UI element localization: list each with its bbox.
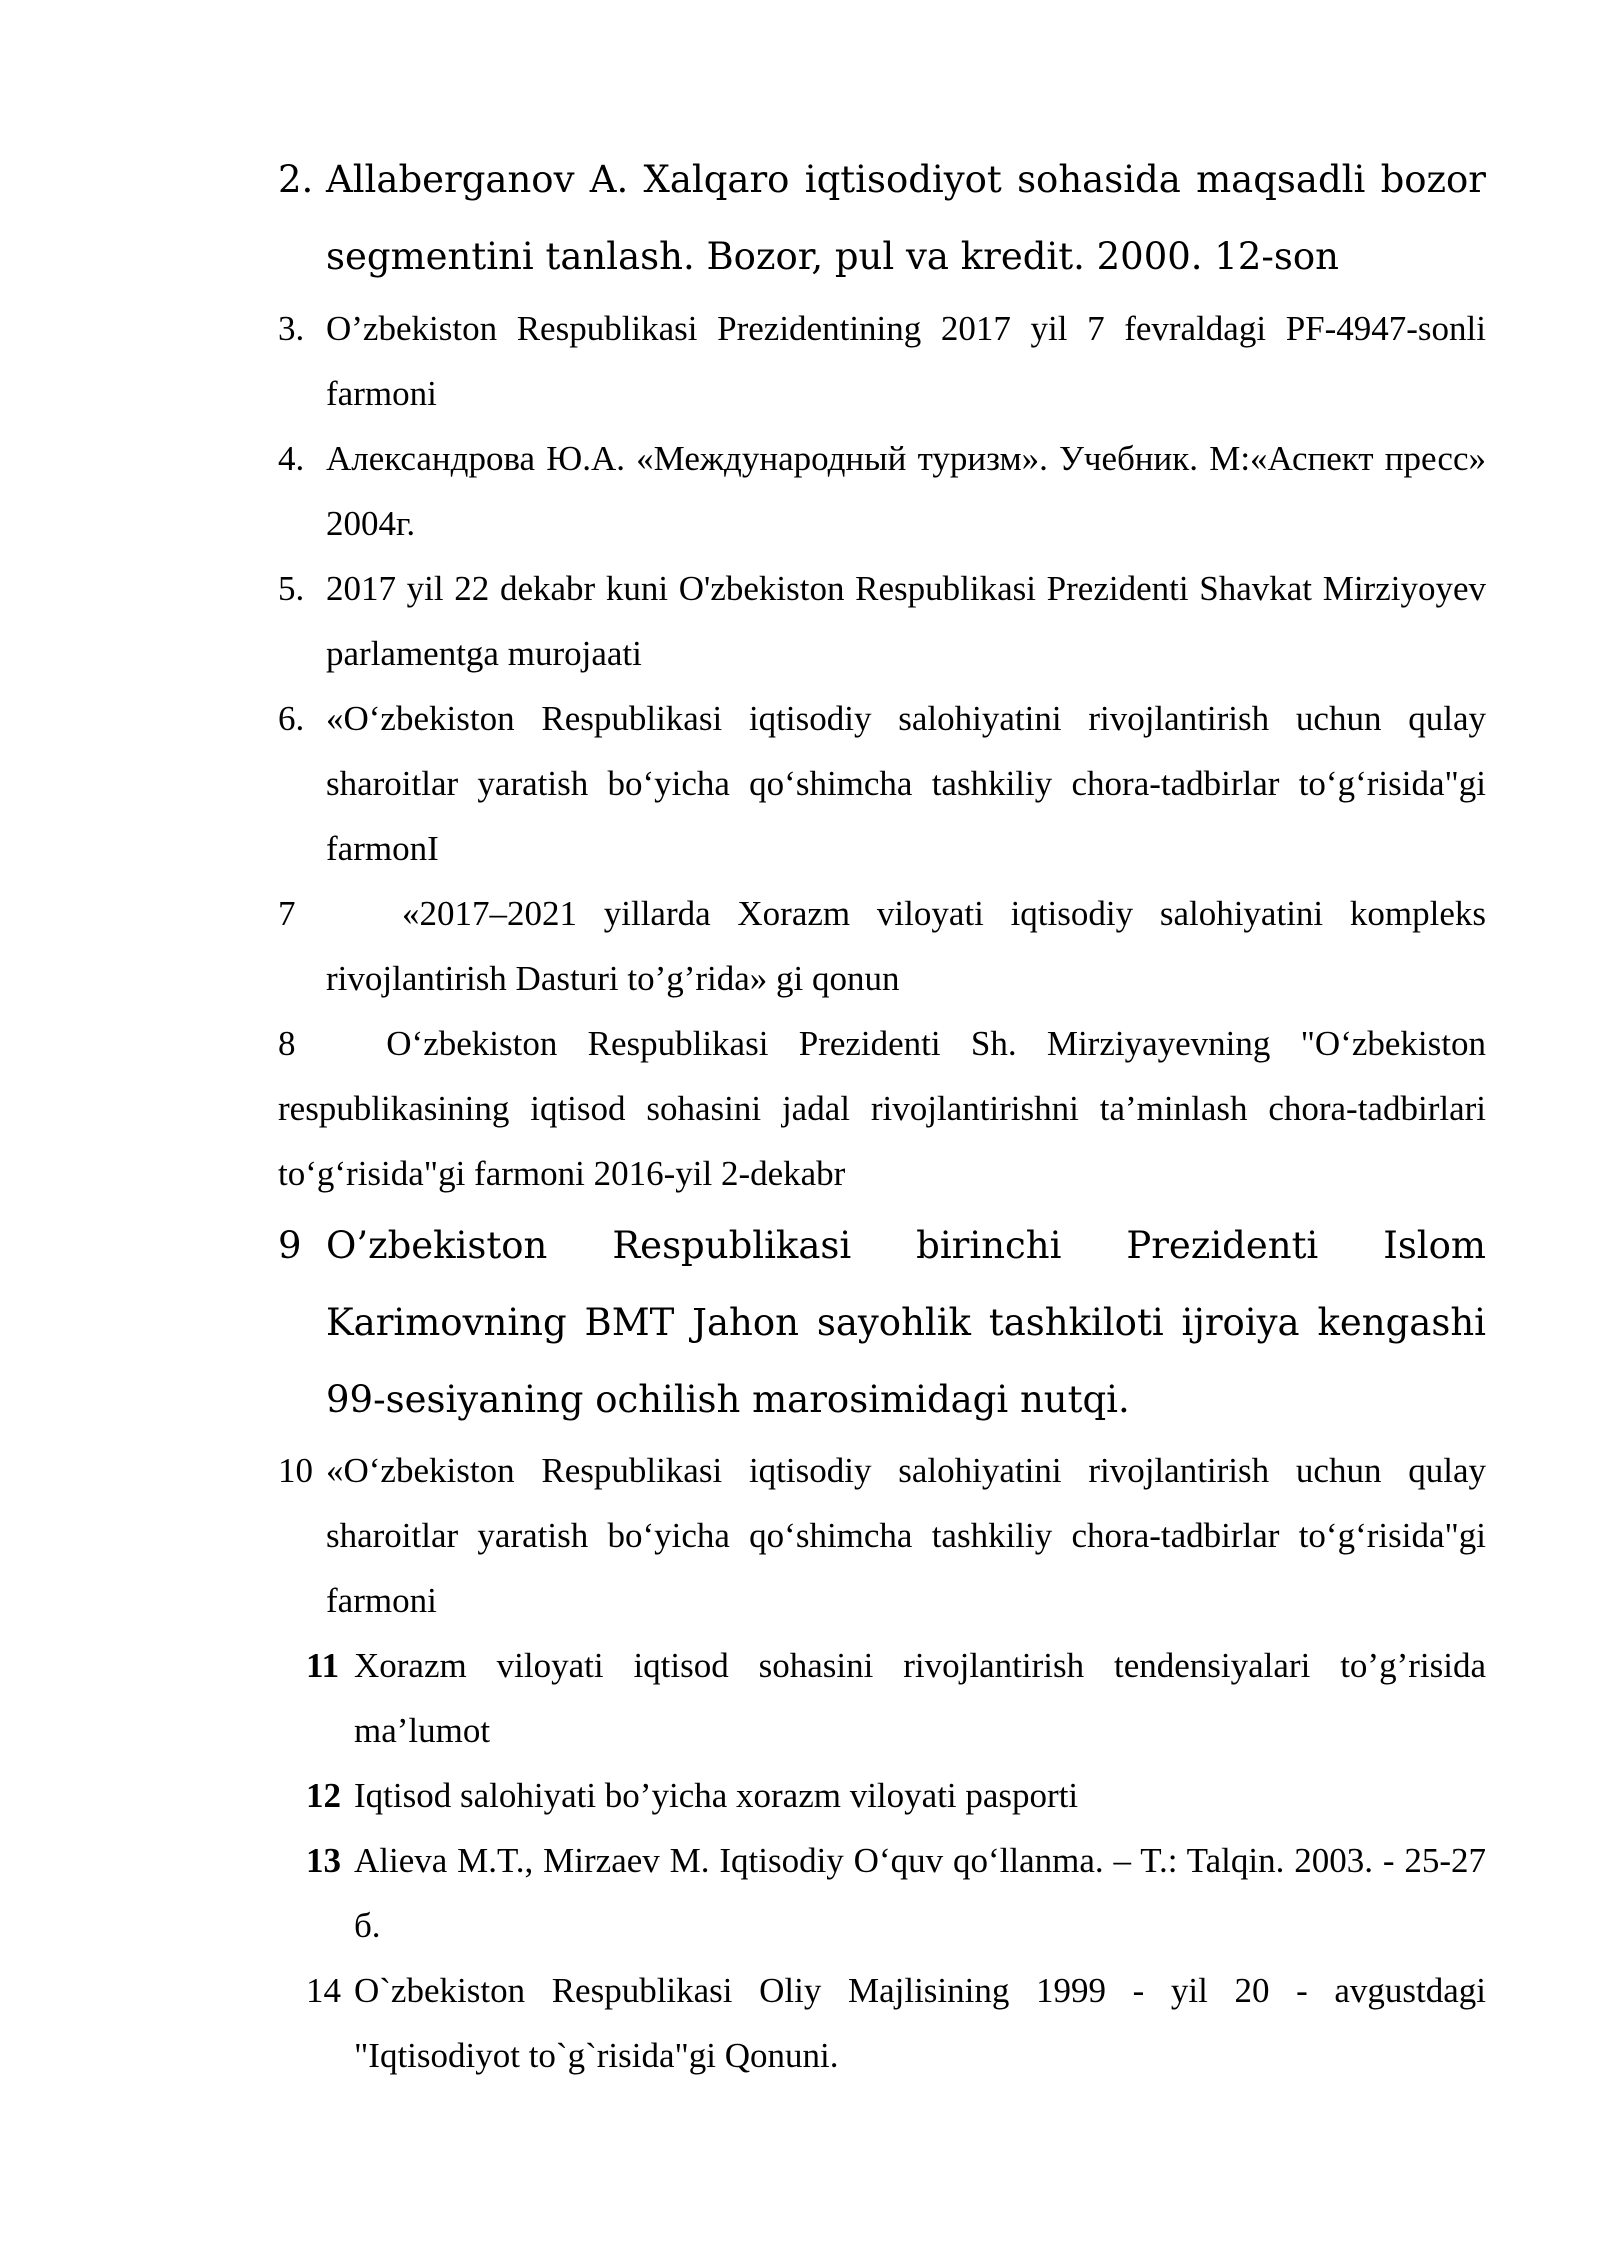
reference-number: 10 xyxy=(278,1451,313,1490)
reference-text xyxy=(278,1011,1486,1206)
reference-item xyxy=(278,1207,1486,1438)
reference-text: O`zbekiston Respublikasi Oliy Majlisining 1999 - yil 20 - avgustdagi "Iqtisodiyot to`g`risida"gi Qonuni. xyxy=(354,1971,1486,2075)
reference-item xyxy=(306,1633,1486,1763)
reference-item xyxy=(278,1011,1486,1206)
reference-number: 6. xyxy=(278,699,305,738)
reference-number: 12 xyxy=(306,1776,341,1815)
reference-number: 8 xyxy=(278,1024,296,1063)
reference-text: «O‘zbekiston Respublikasi iqtisodiy salohiyatini rivojlantirish uchun qulay sharoitlar yaratish bo‘yicha qo‘shimcha tashkiliy chora-tadbirlar to‘g‘risida"gi farmoni xyxy=(326,1451,1486,1620)
reference-number: 14 xyxy=(306,1971,341,2010)
reference-item xyxy=(278,141,1486,295)
reference-number: 9 xyxy=(278,1224,302,1267)
reference-number: 4. xyxy=(278,439,305,478)
reference-text: 2017 yil 22 dekabr kuni O'zbekiston Respublikasi Prezidenti Shavkat Mirziyoyev parlamentga murojaati xyxy=(326,569,1486,673)
reference-text: Alieva M.T., Mirzaev M. Iqtisodiy O‘quv qo‘llanma. – T.: Talqin. 2003. - 25-27 б. xyxy=(354,1841,1486,1945)
reference-item xyxy=(306,1958,1486,2088)
reference-number: 5. xyxy=(278,569,305,608)
reference-item xyxy=(278,881,1486,1011)
reference-text: O’zbekiston Respublikasi Prezidentining 2017 yil 7 fevraldagi PF-4947-sonli farmoni xyxy=(326,309,1486,413)
reference-number: 3. xyxy=(278,309,305,348)
reference-number: 2. xyxy=(278,158,314,201)
reference-item xyxy=(306,1763,1486,1828)
reference-text: Александрова Ю.А. «Международный туризм». Учебник. М:«Аспект пресс» 2004г. xyxy=(326,439,1486,543)
reference-item xyxy=(278,556,1486,686)
reference-text: Iqtisod salohiyati bo’yicha xorazm viloyati pasporti xyxy=(354,1776,1079,1815)
reference-item xyxy=(306,1828,1486,1958)
reference-text: O’zbekiston Respublikasi birinchi Prezidenti Islom Karimovning BMT Jahon sayohlik tashkiloti ijroiya kengashi 99-sesiyaning ochilish marosimidagi nutqi. xyxy=(326,1224,1486,1421)
reference-number: 13 xyxy=(306,1841,341,1880)
reference-item xyxy=(278,296,1486,426)
reference-item xyxy=(278,1438,1486,1633)
reference-number: 7 xyxy=(278,894,296,933)
reference-text: «2017–2021 yillarda Xorazm viloyati iqtisodiy salohiyatini kompleks rivojlantirish Dasturi to’g’rida» gi qonun xyxy=(326,894,1486,998)
reference-text: «O‘zbekiston Respublikasi iqtisodiy salohiyatini rivojlantirish uchun qulay sharoitlar yaratish bo‘yicha qo‘shimcha tashkiliy chora-tadbirlar to‘g‘risida"gi farmonI xyxy=(326,699,1486,868)
reference-number: 11 xyxy=(306,1646,340,1685)
reference-text: Xorazm viloyati iqtisod sohasini rivojlantirish tendensiyalari to’g’risida ma’lumot xyxy=(354,1646,1486,1750)
reference-text-inline: O‘zbekiston Respublikasi Prezidenti Sh. Mirziyayevning "O‘zbekiston respublikasining iqtisod sohasini jadal rivojlantirishni ta’minlash chora-tadbirlari to‘g‘risida"gi farmoni 2016-yil 2-dekabr xyxy=(278,1024,1486,1193)
reference-text: Allaberganov A. Xalqaro iqtisodiyot sohasida maqsadli bozor segmentini tanlash. Bozor, pul va kredit. 2000. 12-son xyxy=(326,158,1486,278)
reference-item xyxy=(278,686,1486,881)
reference-item xyxy=(278,426,1486,556)
